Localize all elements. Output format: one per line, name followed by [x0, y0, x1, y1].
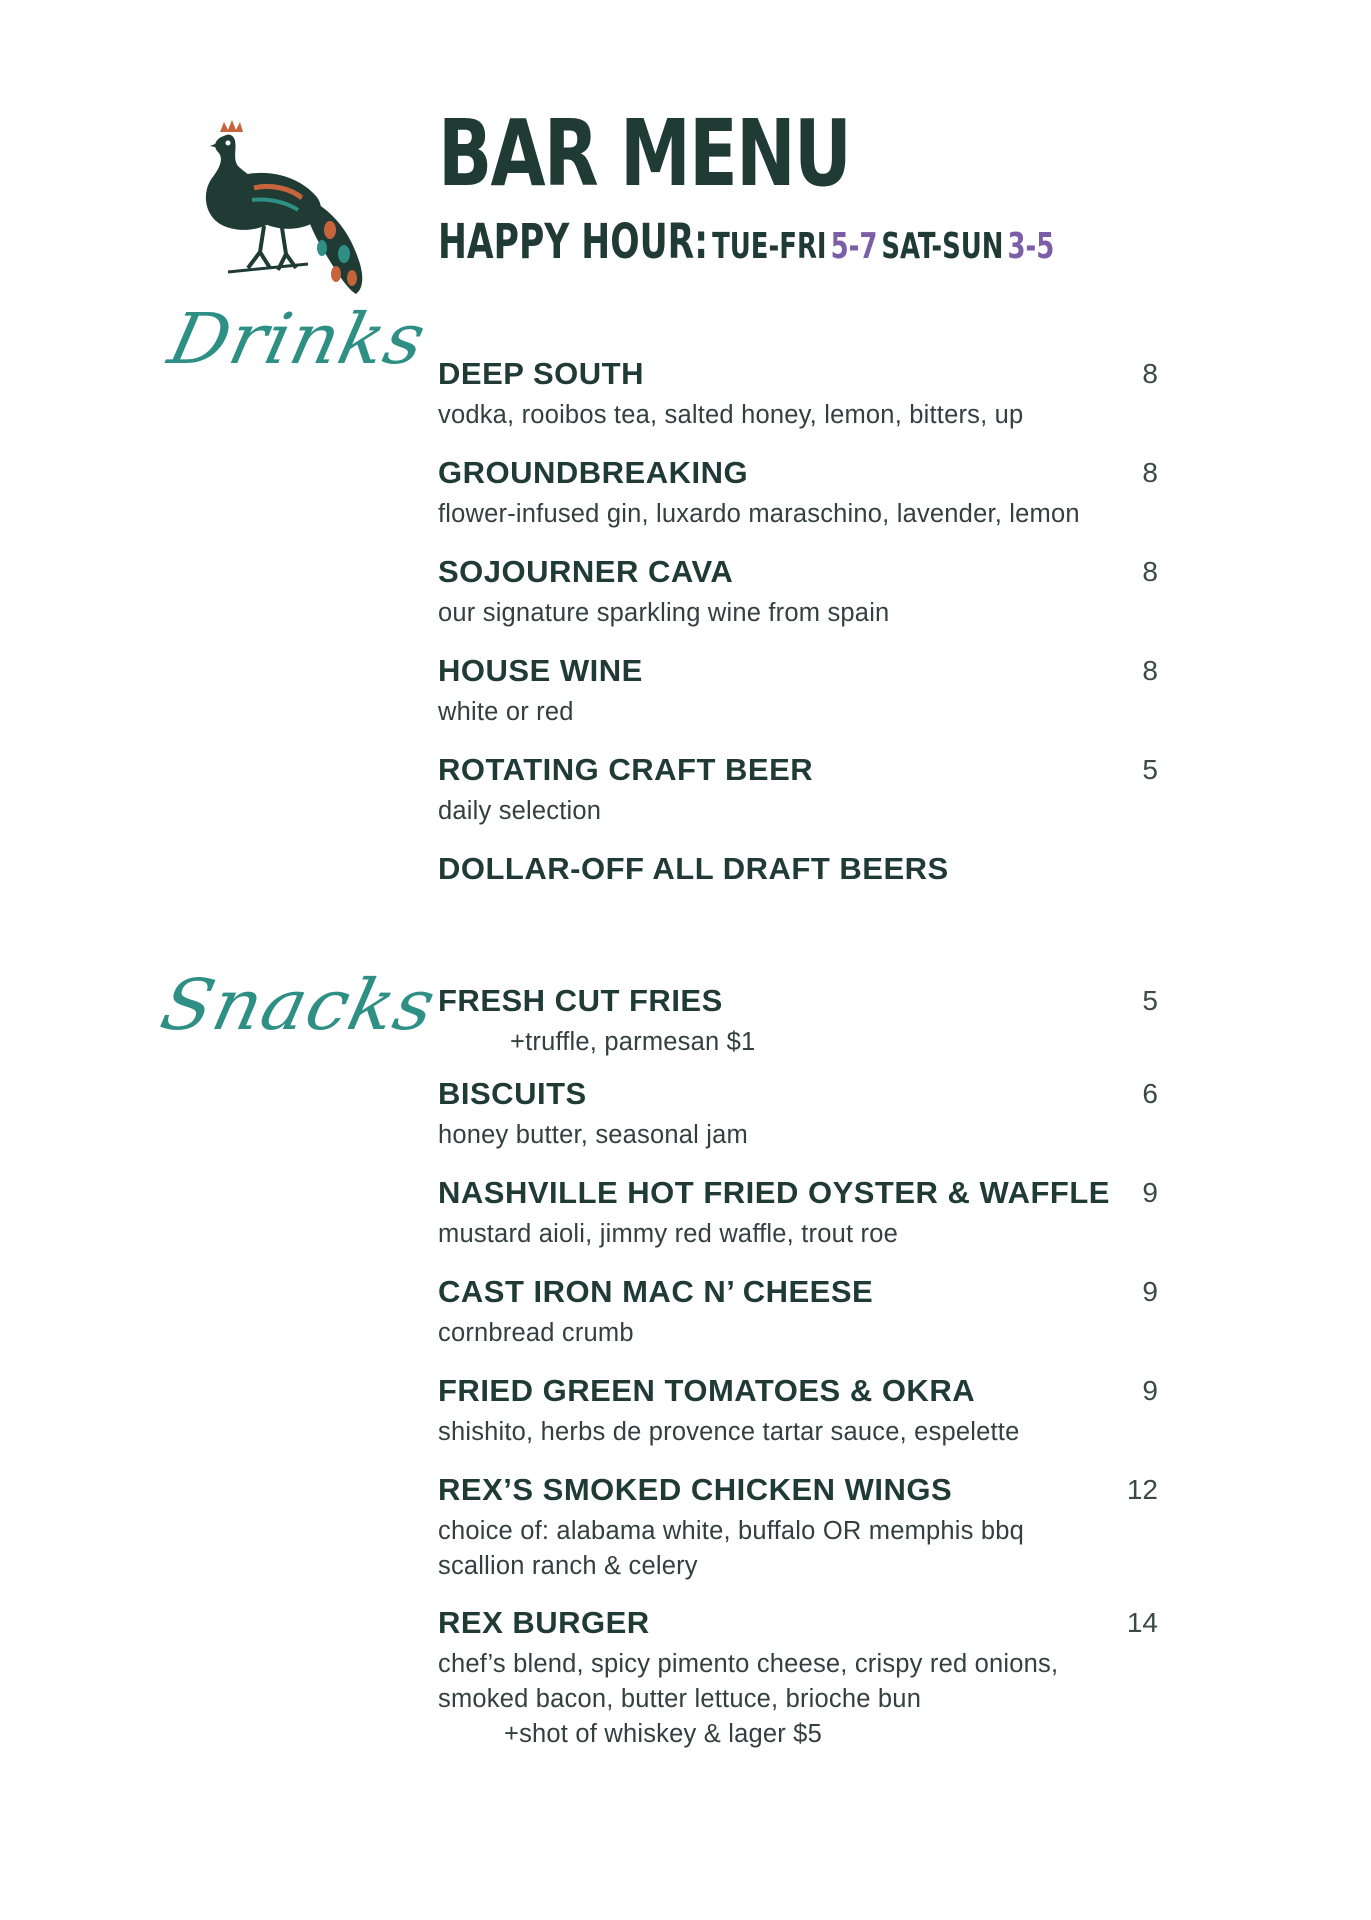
item-description: choice of: alabama white, buffalo OR memphis bbq — [438, 1517, 1025, 1545]
item-description: chef’s blend, spicy pimento cheese, crispy red onions, — [438, 1650, 1059, 1678]
item-name: CAST IRON MAC N’ CHEESE — [438, 1274, 874, 1309]
drinks-heading: Drinks — [161, 298, 434, 380]
item-description-line-2: smoked bacon, butter lettuce, brioche bun — [438, 1685, 922, 1713]
item-name: DOLLAR-OFF ALL DRAFT BEERS — [438, 851, 949, 886]
item-name: ROTATING CRAFT BEER — [438, 752, 814, 787]
item-name: DEEP SOUTH — [438, 356, 644, 391]
item-price: 9 — [1142, 1177, 1158, 1208]
item-description-line-2: scallion ranch & celery — [438, 1552, 698, 1580]
item-description: daily selection — [438, 797, 602, 825]
item-name: BISCUITS — [438, 1076, 587, 1111]
item-price: 6 — [1142, 1078, 1158, 1109]
item-name: REX BURGER — [438, 1605, 650, 1640]
weekday-time: 5-7 — [830, 226, 878, 267]
peacock-logo-icon — [198, 118, 373, 308]
item-name: GROUNDBREAKING — [438, 455, 749, 490]
item-description: our signature sparkling wine from spain — [438, 599, 890, 627]
item-price: 9 — [1142, 1276, 1158, 1307]
item-name: NASHVILLE HOT FRIED OYSTER & WAFFLE — [438, 1175, 1110, 1210]
item-name: REX’S SMOKED CHICKEN WINGS — [438, 1472, 953, 1507]
happy-hour-label: HAPPY HOUR: — [438, 214, 709, 270]
weekend-days: SAT-SUN — [881, 226, 1004, 267]
item-description: honey butter, seasonal jam — [438, 1121, 748, 1149]
item-description: cornbread crumb — [438, 1319, 634, 1347]
item-description: shishito, herbs de provence tartar sauce, espelette — [438, 1418, 1020, 1446]
item-name: FRESH CUT FRIES — [438, 983, 723, 1018]
item-name: FRIED GREEN TOMATOES & OKRA — [438, 1373, 976, 1408]
item-addon: +shot of whiskey & lager $5 — [504, 1720, 822, 1748]
item-price: 8 — [1142, 457, 1158, 488]
weekend-time: 3-5 — [1007, 226, 1055, 267]
weekday-days: TUE-FRI — [712, 226, 827, 267]
item-addon: +truffle, parmesan $1 — [510, 1028, 756, 1056]
item-price: 5 — [1142, 985, 1158, 1016]
item-price: 9 — [1142, 1375, 1158, 1406]
item-price: 14 — [1126, 1607, 1158, 1638]
happy-hour-line — [438, 214, 1054, 270]
item-name: HOUSE WINE — [438, 653, 643, 688]
snacks-heading: Snacks — [153, 964, 444, 1046]
item-description: white or red — [438, 698, 574, 726]
item-description: vodka, rooibos tea, salted honey, lemon, bitters, up — [438, 401, 1024, 429]
item-price: 5 — [1142, 754, 1158, 785]
page-title: BAR MENU — [438, 100, 851, 207]
item-name: SOJOURNER CAVA — [438, 554, 734, 589]
item-price: 12 — [1126, 1474, 1158, 1505]
item-description: flower-infused gin, luxardo maraschino, lavender, lemon — [438, 500, 1080, 528]
item-price: 8 — [1142, 655, 1158, 686]
item-price: 8 — [1142, 358, 1158, 389]
item-description: mustard aioli, jimmy red waffle, trout roe — [438, 1220, 899, 1248]
item-price: 8 — [1142, 556, 1158, 587]
